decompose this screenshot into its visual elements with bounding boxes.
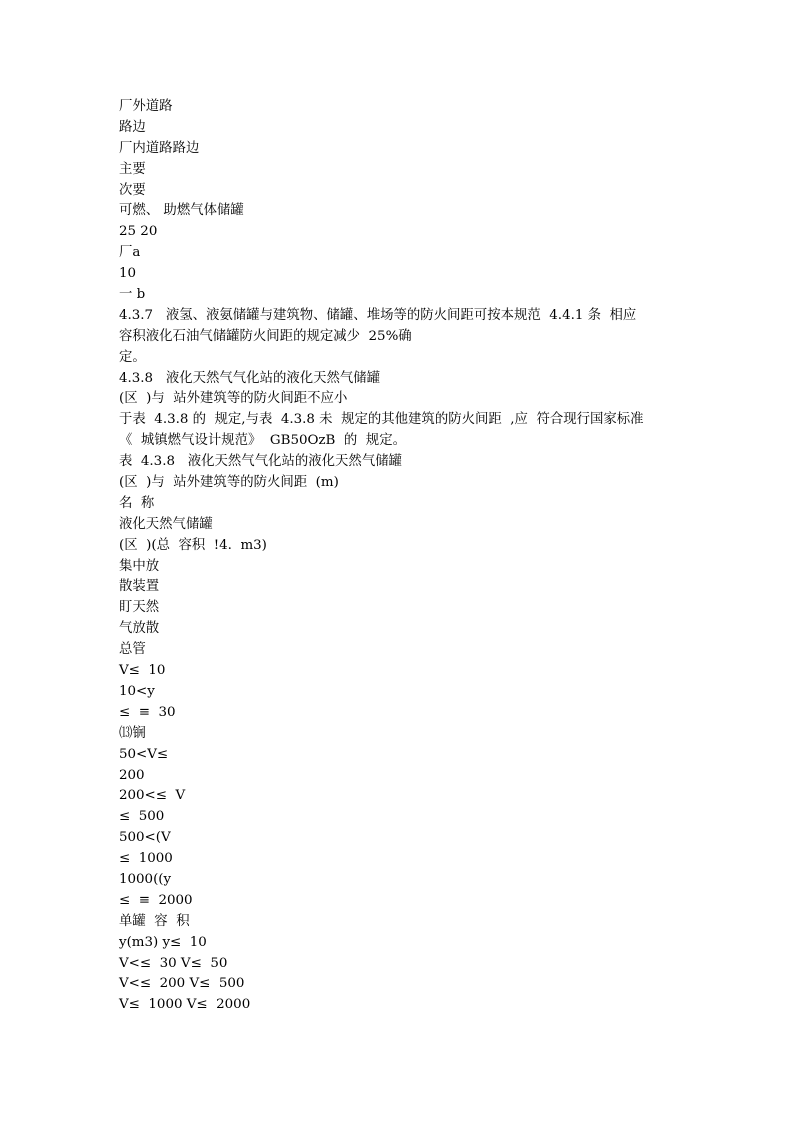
text-line: 200 (119, 767, 145, 783)
text-line: 500<(V (119, 830, 171, 846)
text-line: 一 b (119, 287, 146, 303)
text-line: V≤ 10 (119, 663, 166, 679)
text-line: 盯天然 (119, 600, 160, 616)
text-line: 散装置 (119, 579, 160, 595)
text-line: 200<≤ V (119, 788, 186, 804)
text-line: 单罐 容 积 (119, 913, 190, 929)
text-line: ≤ ≡ 2000 (119, 892, 193, 908)
text-line: ≤ 1000 (119, 851, 173, 867)
clause-4-3-7-line: 4.3.7 液氢、液氨储罐与建筑物、储罐、堆场等的防火间距可按本规范 4.4.1 条 相应 (119, 307, 637, 323)
text-line: 定。 (119, 349, 146, 365)
clause-4-3-8-line: 4.3.8 液化天然气气化站的液化天然气储罐 (119, 370, 381, 386)
text-line: 主要 (119, 161, 146, 177)
text-line: 于表 4.3.8 的 规定,与表 4.3.8 未 规定的其他建筑的防火间距 ,应 符合现行国家标准 (119, 412, 644, 428)
text-line: 名 称 (119, 495, 155, 511)
text-line: 厂外道路 (119, 99, 173, 114)
text-line: 10 (119, 266, 137, 282)
table-caption-line: (区 )与 站外建筑等的防火间距 (m) (119, 475, 339, 491)
text-line: 25 20 (119, 224, 158, 240)
text-line: 50<V≤ (119, 746, 169, 762)
document-body (119, 97, 679, 1016)
text-line: 容积液化石油气储罐防火间距的规定减少 25%确 (119, 328, 412, 344)
text-line: 液化天然气储罐 (119, 516, 213, 532)
text-line: ⒀锎 (119, 725, 146, 741)
text-line: 次要 (119, 182, 146, 198)
text-line: ≤ ≡ 30 (119, 704, 176, 720)
text-line: 1000((y (119, 871, 172, 887)
text-line: 厂a (119, 245, 141, 261)
text-line: V<≤ 200 V≤ 500 (119, 976, 245, 992)
text-line: 集中放 (119, 558, 160, 574)
text-line: 《 城镇燃气设计规范》 GB50OzB 的 规定。 (119, 433, 406, 449)
text-line: 路边 (119, 119, 146, 135)
text-line: 气放散 (119, 621, 160, 637)
text-line: 10<y (119, 683, 155, 699)
text-line: V≤ 1000 V≤ 2000 (119, 997, 251, 1013)
text-line: V<≤ 30 V≤ 50 (119, 955, 228, 971)
text-line: 可燃、 助燃气体储罐 (119, 203, 244, 219)
text-line: 总管 (119, 642, 146, 658)
text-line: ≤ 500 (119, 809, 165, 825)
table-caption-line: 表 4.3.8 液化天然气气化站的液化天然气储罐 (119, 454, 402, 470)
text-line: (区 )(总 容积 !4. m3) (119, 537, 267, 553)
text-line: 厂内道路路边 (119, 140, 200, 156)
text-line: y(m3) y≤ 10 (119, 934, 207, 950)
text-line: (区 )与 站外建筑等的防火间距不应小 (119, 391, 348, 407)
